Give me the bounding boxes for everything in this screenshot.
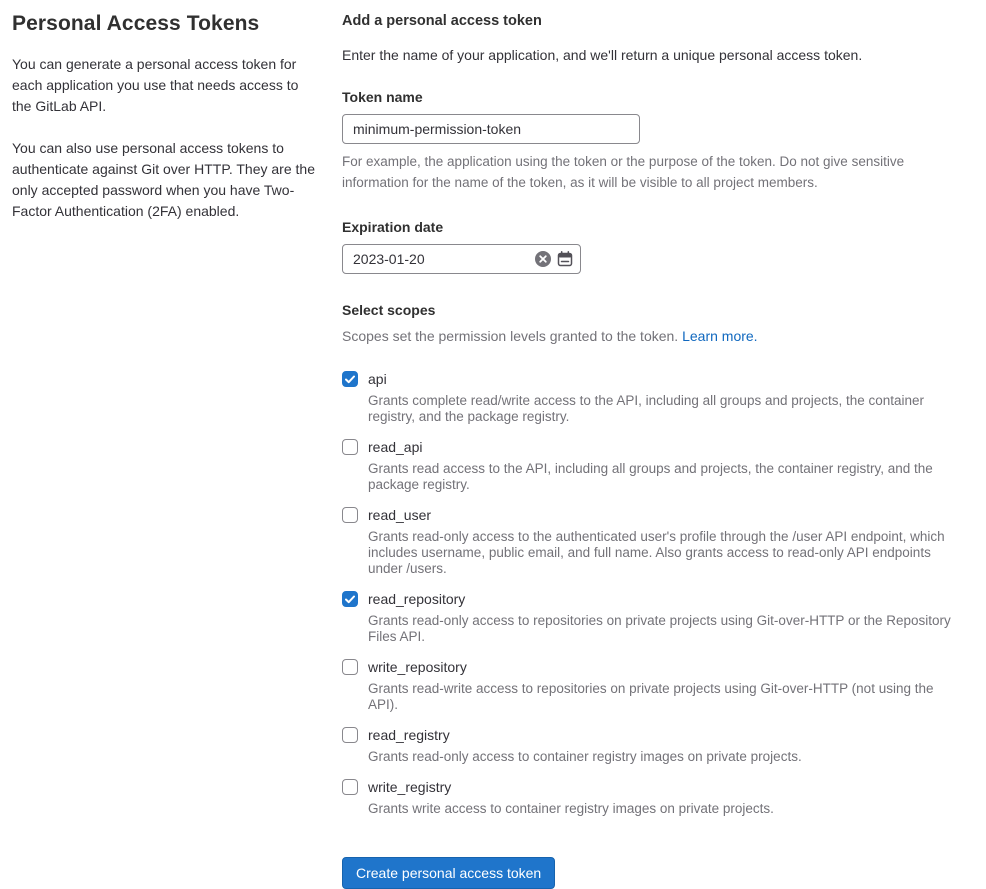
select-scopes-label: Select scopes [342,302,436,318]
scope-row [342,589,964,645]
checkmark-icon [345,375,355,384]
scopes-list [342,369,964,817]
token-name-help: For example, the application using the token or the purpose of the token. Do not give sensitive information for the name of the token, as it will be visible to all project members. [342,154,905,190]
token-name-label: Token name [342,89,423,105]
page-title: Personal Access Tokens [12,12,260,35]
scope-row [342,369,964,425]
scope-row [342,437,964,493]
scope-row [342,777,964,817]
circle-x-icon [535,251,551,267]
scopes-help-text: Scopes set the permission levels granted to the token. [342,328,683,344]
calendar-icon [557,251,573,267]
scope-checkbox-read_user[interactable] [342,507,358,523]
scope-label[interactable]: read_user [368,507,432,523]
scope-checkbox-api[interactable] [342,371,358,387]
scope-checkbox-write_repository[interactable] [342,659,358,675]
scope-row [342,657,964,713]
scope-checkbox-write_registry[interactable] [342,779,358,795]
scope-description: Grants complete read/write access to the API, including all groups and projects, the container registry, and the package registry. [368,393,925,424]
date-field-icons [535,244,573,274]
scope-description: Grants read-only access to the authenticated user's profile through the /user API endpoint, which includes username, public email, and full name. Also grants access to read-only API endpoints under /users. [368,529,945,576]
scope-description: Grants read-write access to repositories on private projects using Git-over-HTTP (not using the API). [368,681,934,712]
scope-checkbox-read_registry[interactable] [342,727,358,743]
scope-label[interactable]: read_registry [368,727,450,743]
create-token-button[interactable]: Create personal access token [342,857,555,889]
token-name-input[interactable] [342,114,640,144]
scope-row [342,725,964,765]
scope-label[interactable]: write_repository [368,659,467,675]
section-description [12,12,320,889]
learn-more-link[interactable]: Learn more. [682,328,758,344]
clear-date-button[interactable] [535,251,551,267]
scope-label[interactable]: write_registry [368,779,452,795]
scope-label[interactable]: api [368,371,387,387]
expiration-date-label: Expiration date [342,219,444,235]
scope-description: Grants read-only access to repositories on private projects using Git-over-HTTP or the Repository Files API. [368,613,951,644]
expiration-date-field [342,244,581,274]
token-form [342,12,964,889]
sidebar-paragraph-2: You can also use personal access tokens to authenticate against Git over HTTP. They are the only accepted password when you have Two-Factor Authentication (2FA) enabled. [12,140,315,219]
scope-label[interactable]: read_repository [368,591,466,607]
select-scopes-help [342,326,964,346]
form-title: Add a personal access token [342,13,542,29]
scope-description: Grants read access to the API, including all groups and projects, the container registry, and the package registry. [368,461,933,492]
scope-checkbox-read_repository[interactable] [342,591,358,607]
open-calendar-button[interactable] [557,251,573,267]
form-subtitle: Enter the name of your application, and we'll return a unique personal access token. [342,47,863,63]
scope-row [342,505,964,577]
scope-label[interactable]: read_api [368,439,423,455]
scope-description: Grants write access to container registry images on private projects. [368,801,774,816]
checkmark-icon [345,595,355,604]
sidebar-paragraph-1: You can generate a personal access token for each application you use that needs access to the GitLab API. [12,56,299,114]
scope-checkbox-read_api[interactable] [342,439,358,455]
scope-description: Grants read-only access to container registry images on private projects. [368,749,802,764]
